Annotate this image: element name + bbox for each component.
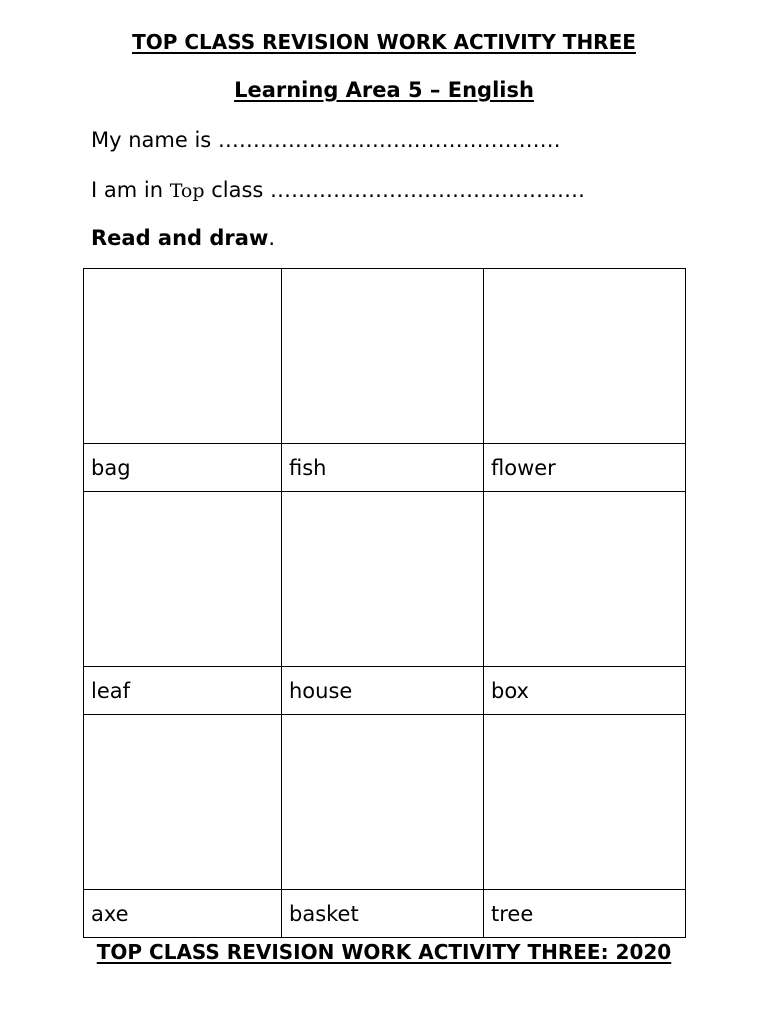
word-label: leaf	[84, 667, 282, 715]
label-row	[84, 667, 686, 715]
draw-box-axe[interactable]	[84, 715, 282, 890]
name-label: My name is	[91, 128, 218, 152]
word-label: basket	[282, 890, 484, 938]
draw-box-basket[interactable]	[282, 715, 484, 890]
class-line	[91, 178, 585, 202]
instruction-punctuation: .	[268, 226, 276, 250]
class-prefix: I am in	[91, 178, 170, 202]
word-label: flower	[484, 444, 686, 492]
word-label: house	[282, 667, 484, 715]
word-label: bag	[84, 444, 282, 492]
draw-box-bag[interactable]	[84, 269, 282, 444]
footer-title: TOP CLASS REVISION WORK ACTIVITY THREE: 2020	[96, 940, 672, 964]
class-suffix: class	[204, 178, 270, 202]
class-fill-dots[interactable]: ………………………………………	[270, 178, 585, 202]
draw-grid	[83, 268, 686, 938]
label-row	[84, 444, 686, 492]
worksheet-title: TOP CLASS REVISION WORK ACTIVITY THREE	[132, 30, 636, 54]
draw-box-leaf[interactable]	[84, 492, 282, 667]
instruction-text: Read and draw	[91, 226, 269, 250]
word-label: box	[484, 667, 686, 715]
draw-row	[84, 715, 686, 890]
name-fill-dots[interactable]: ……………………….…………………	[217, 128, 561, 152]
word-label: fish	[282, 444, 484, 492]
draw-box-tree[interactable]	[484, 715, 686, 890]
draw-box-box[interactable]	[484, 492, 686, 667]
worksheet-subtitle: Learning Area 5 – English	[234, 78, 534, 102]
instruction	[91, 226, 275, 250]
draw-box-fish[interactable]	[282, 269, 484, 444]
draw-box-flower[interactable]	[484, 269, 686, 444]
class-word: Top	[169, 180, 205, 202]
word-label: axe	[84, 890, 282, 938]
word-label: tree	[484, 890, 686, 938]
label-row	[84, 890, 686, 938]
name-line	[91, 128, 561, 152]
draw-row	[84, 492, 686, 667]
draw-box-house[interactable]	[282, 492, 484, 667]
draw-row	[84, 269, 686, 444]
